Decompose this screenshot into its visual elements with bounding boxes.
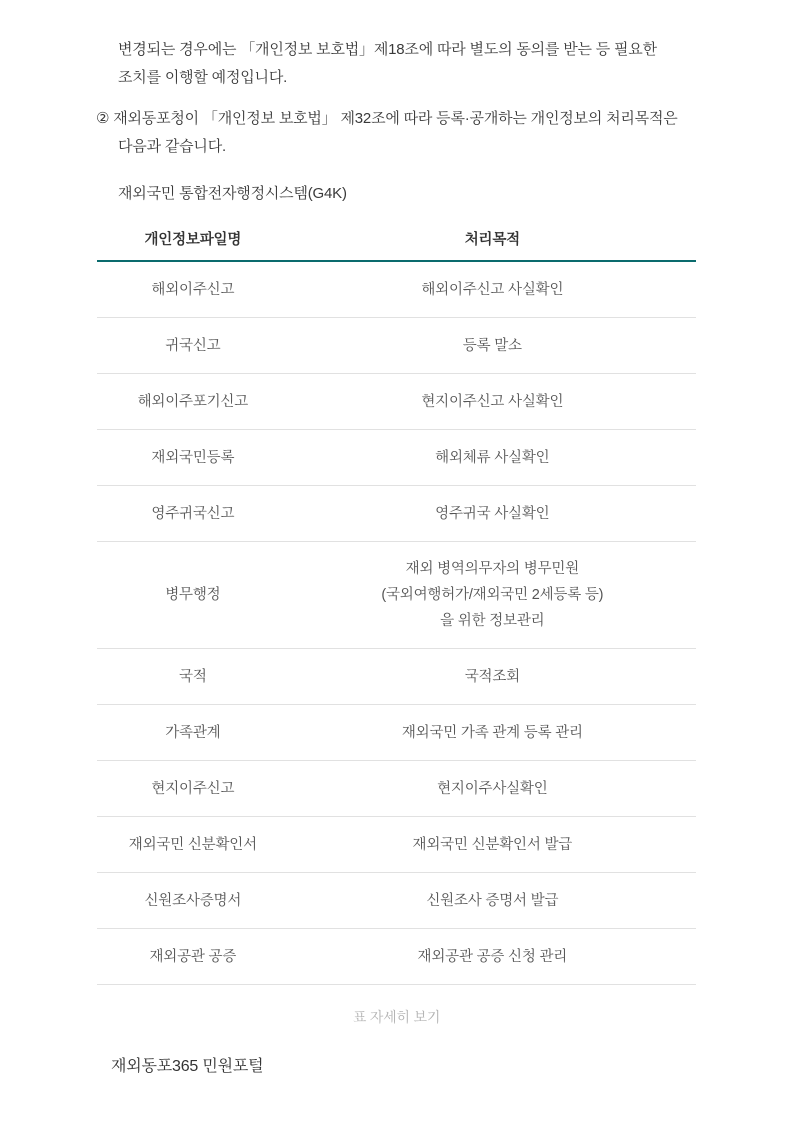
cell-purpose (289, 650, 696, 704)
cell-purpose-line: 현지이주신고 사실확인 (421, 393, 564, 410)
cell-purpose (289, 542, 696, 648)
cell-file-name: 재외공관 공증 (149, 948, 237, 965)
portal-section-title: 재외동포365 민원포털 (111, 1058, 264, 1075)
cell-file-name: 재외국민등록 (151, 449, 235, 466)
cell-purpose (289, 319, 696, 373)
cell-purpose-line: 재외 병역의무자의 병무민원 (405, 561, 579, 577)
cell-purpose (289, 706, 696, 760)
paragraph-notice-line-2: 조치를 이행할 예정입니다. (118, 69, 288, 86)
table-row (97, 486, 696, 542)
cell-purpose (289, 431, 696, 485)
paragraph-notice (118, 36, 732, 92)
table-row (97, 430, 696, 486)
cell-purpose-line: 현지이주사실확인 (437, 780, 548, 797)
table-header-purpose: 처리목적 (464, 231, 520, 248)
cell-file-name: 재외국민 신분확인서 (128, 836, 257, 853)
table-header-file-name: 개인정보파일명 (144, 231, 242, 248)
table-row (97, 705, 696, 761)
cell-file-name: 신원조사증명서 (144, 892, 242, 909)
table-caption: 재외국민 통합전자행정시스템(G4K) (118, 185, 347, 202)
cell-purpose (289, 263, 696, 317)
paragraph-article32-text: 재외동포청이 「개인정보 보호법」 제32조에 따라 등록·공개하는 개인정보의 처리목적은 (109, 110, 678, 127)
cell-purpose (289, 762, 696, 816)
privacy-files-table (97, 216, 696, 985)
paragraph-article32-line-1 (96, 105, 732, 133)
table-body (97, 262, 696, 985)
table-row (97, 262, 696, 318)
table-row (97, 649, 696, 705)
cell-purpose-line: 국적조회 (464, 668, 520, 685)
cell-file-name: 귀국신고 (165, 337, 221, 354)
cell-purpose (289, 818, 696, 872)
paragraph-notice-line-1: 변경되는 경우에는 「개인정보 보호법」제18조에 따라 별도의 동의를 받는 등 필요한 (118, 41, 657, 58)
table-row (97, 318, 696, 374)
table-row (97, 929, 696, 985)
cell-purpose-line: (국외여행허가/재외국민 2세등록 등) (381, 587, 604, 603)
cell-purpose-line: 신원조사 증명서 발급 (426, 892, 559, 909)
cell-purpose-line: 해외이주신고 사실확인 (421, 281, 564, 298)
cell-purpose-line: 등록 말소 (462, 337, 522, 354)
table-row (97, 374, 696, 430)
cell-file-name: 해외이주포기신고 (137, 393, 249, 410)
cell-purpose-line: 재외국민 가족 관계 등록 관리 (401, 724, 583, 741)
cell-purpose-line: 을 위한 정보관리 (440, 613, 545, 629)
table-row (97, 542, 696, 649)
cell-file-name: 국적 (179, 668, 207, 685)
paragraph-article32 (96, 105, 732, 161)
cell-file-name: 가족관계 (165, 724, 221, 741)
cell-purpose (289, 930, 696, 984)
cell-file-name: 병무행정 (165, 587, 221, 603)
cell-purpose (289, 487, 696, 541)
paragraph-article32-line-2: 다음과 같습니다. (118, 138, 226, 155)
cell-purpose (289, 375, 696, 429)
cell-file-name: 영주귀국신고 (151, 505, 235, 522)
cell-purpose-line: 재외공관 공증 신청 관리 (417, 948, 568, 965)
table-more-link[interactable]: 표 자세히 보기 (97, 1007, 696, 1027)
cell-purpose (289, 874, 696, 928)
table-row (97, 817, 696, 873)
cell-purpose-line: 해외체류 사실확인 (435, 449, 550, 466)
table-row (97, 761, 696, 817)
table-row (97, 873, 696, 929)
cell-file-name: 현지이주신고 (151, 780, 235, 797)
circled-two-marker: ② (96, 110, 110, 127)
cell-purpose-line: 재외국민 신분확인서 발급 (412, 836, 573, 853)
cell-purpose-line: 영주귀국 사실확인 (435, 505, 550, 522)
cell-file-name: 해외이주신고 (151, 281, 235, 298)
table-header-row (97, 216, 696, 262)
